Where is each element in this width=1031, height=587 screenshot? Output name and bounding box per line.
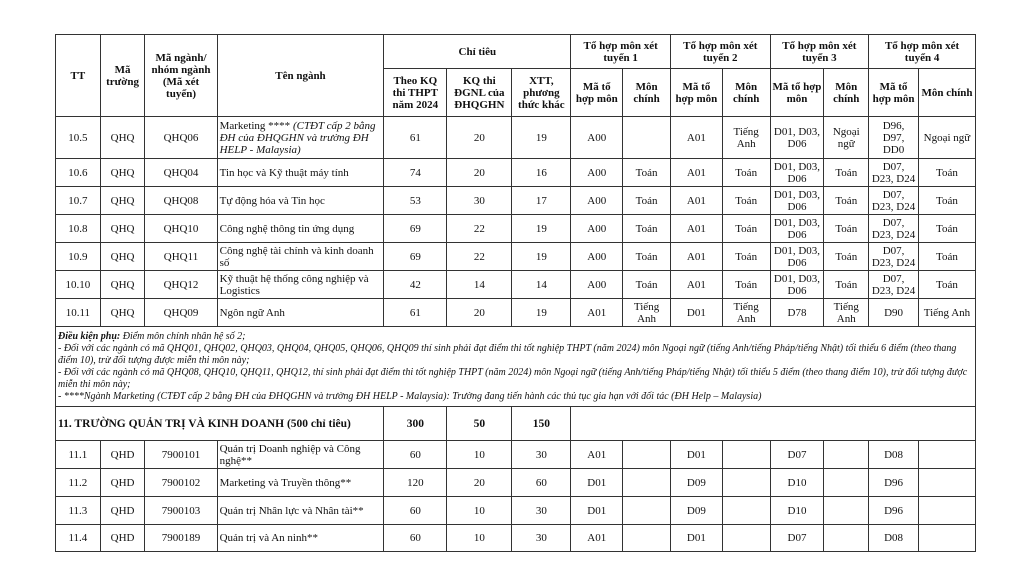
row-tt: 10.9 [56, 243, 101, 271]
row-truong: QHD [100, 441, 145, 469]
row-thpt: 53 [384, 187, 447, 215]
ten-nganh-text: Công nghệ tài chính và kinh doanh số [219, 244, 374, 269]
row-mon-chinh-3: Toán [824, 271, 869, 299]
header-kq-dgnl: KQ thi ĐGNL của ĐHQGHN [447, 69, 512, 117]
row-ma-nganh: QHQ08 [145, 187, 217, 215]
row-mon-chinh-1: Toán [623, 243, 671, 271]
row-mon-chinh-2: Toán [722, 215, 770, 243]
row-mon-chinh-3: Toán [824, 215, 869, 243]
section-empty [571, 407, 976, 441]
note-title-rest: Điểm môn chính nhân hệ số 2; [120, 330, 246, 342]
ten-nganh-note: (CTĐT cấp 2 bằng ĐH của ĐHQGHN và trường ĐH HELP - Malaysia) [219, 119, 376, 156]
row-ma-nganh: 7900103 [145, 497, 217, 525]
row-to-hop-4: D07, D23, D24 [869, 243, 919, 271]
row-truong: QHQ [100, 243, 145, 271]
row-tt: 11.3 [56, 497, 101, 525]
row-to-hop-4: D96 [869, 497, 919, 525]
row-to-hop-4: D08 [869, 525, 919, 552]
section-thpt: 300 [384, 407, 447, 441]
row-mon-chinh-2: Toán [722, 187, 770, 215]
row-to-hop-1: A01 [571, 525, 623, 552]
row-ma-nganh: QHQ09 [145, 299, 217, 327]
row-xtt: 30 [512, 441, 571, 469]
row-mon-chinh-2: Toán [722, 271, 770, 299]
row-mon-chinh-2 [722, 441, 770, 469]
row-dgnl: 10 [447, 497, 512, 525]
row-tt: 11.4 [56, 525, 101, 552]
row-mon-chinh-2: Toán [722, 243, 770, 271]
row-mon-chinh-3 [824, 469, 869, 497]
row-to-hop-4: D07, D23, D24 [869, 187, 919, 215]
row-xtt: 14 [512, 271, 571, 299]
row-mon-chinh-4: Toán [918, 159, 975, 187]
row-to-hop-2: A01 [670, 187, 722, 215]
row-mon-chinh-4: Toán [918, 215, 975, 243]
section-xtt: 150 [512, 407, 571, 441]
ten-nganh-text: Quản trị Doanh nghiệp và Công nghệ** [219, 442, 361, 467]
table-row [56, 117, 976, 159]
row-xtt: 30 [512, 497, 571, 525]
row-dgnl: 14 [447, 271, 512, 299]
section-dgnl: 50 [447, 407, 512, 441]
note-line-2: - Đối với các ngành có mã QHQ08, QHQ10, QHQ11, QHQ12, thí sinh phải đạt điểm thi tốt nghiệp THPT (năm 2024) môn Ngoại ngữ (tiếng Anh/tiếng Pháp/tiếng Nhật) tối thiểu 5 điểm (theo thang điểm 10), trừ đối tượng được miễn thi môn này; [58, 366, 968, 390]
row-to-hop-1: A00 [571, 215, 623, 243]
row-to-hop-4: D07, D23, D24 [869, 159, 919, 187]
row-xtt: 30 [512, 525, 571, 552]
row-thpt: 60 [384, 441, 447, 469]
row-thpt: 60 [384, 525, 447, 552]
row-dgnl: 10 [447, 441, 512, 469]
table-row [56, 187, 976, 215]
row-mon-chinh-4 [918, 441, 975, 469]
row-ten-nganh [217, 215, 384, 243]
row-ten-nganh [217, 469, 384, 497]
row-mon-chinh-3: Ngoại ngữ [824, 117, 869, 159]
row-thpt: 120 [384, 469, 447, 497]
row-thpt: 74 [384, 159, 447, 187]
ten-nganh-text: Kỹ thuật hệ thống công nghiệp và Logistics [219, 272, 369, 297]
row-xtt: 19 [512, 243, 571, 271]
row-mon-chinh-4: Tiếng Anh [918, 299, 975, 327]
row-ma-nganh: 7900101 [145, 441, 217, 469]
row-to-hop-2: A01 [670, 117, 722, 159]
row-tt: 11.2 [56, 469, 101, 497]
header-to-hop-3: Tổ hợp môn xét tuyển 3 [770, 35, 869, 69]
row-mon-chinh-2 [722, 469, 770, 497]
row-thpt: 61 [384, 299, 447, 327]
row-mon-chinh-4 [918, 497, 975, 525]
header-mon-chinh: Môn chính [824, 69, 869, 117]
note-line-3: - ****Ngành Marketing (CTĐT cấp 2 bằng ĐH của ĐHQGHN và trường ĐH HELP - Malaysia): Trường đang tiến hành các thủ tục gia hạn với đối tác (ĐH Help – Malaysia) [58, 390, 762, 402]
row-dgnl: 22 [447, 243, 512, 271]
header-to-hop-2: Tổ hợp môn xét tuyển 2 [670, 35, 770, 69]
row-ten-nganh [217, 299, 384, 327]
row-xtt: 60 [512, 469, 571, 497]
row-dgnl: 20 [447, 469, 512, 497]
row-tt: 10.5 [56, 117, 101, 159]
ten-nganh-text: Tin học và Kỹ thuật máy tính [219, 166, 349, 179]
row-mon-chinh-4: Ngoại ngữ [918, 117, 975, 159]
row-mon-chinh-2: Tiếng Anh [722, 117, 770, 159]
row-truong: QHQ [100, 117, 145, 159]
row-tt: 10.6 [56, 159, 101, 187]
header-mon-chinh: Môn chính [623, 69, 671, 117]
row-ma-nganh: QHQ10 [145, 215, 217, 243]
table-row [56, 243, 976, 271]
row-ma-nganh: QHQ04 [145, 159, 217, 187]
header-mon-chinh: Môn chính [722, 69, 770, 117]
row-tt: 10.11 [56, 299, 101, 327]
row-mon-chinh-1: Toán [623, 271, 671, 299]
row-xtt: 19 [512, 117, 571, 159]
row-truong: QHQ [100, 299, 145, 327]
row-tt: 10.10 [56, 271, 101, 299]
row-to-hop-2: D09 [670, 469, 722, 497]
ten-nganh-text: Marketing và Truyền thông** [219, 476, 352, 489]
row-mon-chinh-3 [824, 441, 869, 469]
row-ten-nganh [217, 117, 384, 159]
header-tt: TT [56, 35, 101, 117]
table-row [56, 215, 976, 243]
row-to-hop-1: A01 [571, 441, 623, 469]
row-to-hop-2: A01 [670, 243, 722, 271]
row-to-hop-3: D01, D03, D06 [770, 243, 824, 271]
ten-nganh-text: Tự động hóa và Tin học [219, 194, 325, 207]
row-ten-nganh [217, 525, 384, 552]
row-to-hop-2: D09 [670, 497, 722, 525]
row-to-hop-1: A01 [571, 299, 623, 327]
row-dgnl: 20 [447, 159, 512, 187]
row-mon-chinh-2 [722, 497, 770, 525]
row-xtt: 19 [512, 299, 571, 327]
header-ma-to-hop: Mã tổ hợp môn [670, 69, 722, 117]
row-mon-chinh-1: Tiếng Anh [623, 299, 671, 327]
row-to-hop-3: D07 [770, 441, 824, 469]
row-thpt: 69 [384, 215, 447, 243]
row-mon-chinh-1 [623, 117, 671, 159]
header-theo-kq: Theo KQ thi THPT năm 2024 [384, 69, 447, 117]
row-to-hop-3: D01, D03, D06 [770, 187, 824, 215]
row-mon-chinh-4: Toán [918, 187, 975, 215]
row-to-hop-2: A01 [670, 159, 722, 187]
row-ten-nganh [217, 187, 384, 215]
row-ten-nganh [217, 441, 384, 469]
ten-nganh-text: Ngôn ngữ Anh [219, 306, 285, 319]
row-to-hop-2: D01 [670, 525, 722, 552]
row-mon-chinh-2 [722, 525, 770, 552]
row-thpt: 69 [384, 243, 447, 271]
row-to-hop-4: D08 [869, 441, 919, 469]
row-to-hop-1: D01 [571, 469, 623, 497]
row-ma-nganh: QHQ11 [145, 243, 217, 271]
header-ma-nganh: Mã ngành/ nhóm ngành (Mã xét tuyển) [145, 35, 217, 117]
header-mon-chinh: Môn chính [918, 69, 975, 117]
row-truong: QHQ [100, 159, 145, 187]
row-dgnl: 10 [447, 525, 512, 552]
row-thpt: 61 [384, 117, 447, 159]
row-to-hop-4: D90 [869, 299, 919, 327]
row-mon-chinh-2: Toán [722, 159, 770, 187]
row-mon-chinh-4 [918, 469, 975, 497]
row-dgnl: 20 [447, 117, 512, 159]
row-mon-chinh-1 [623, 469, 671, 497]
header-ma-truong: Mã trường [100, 35, 145, 117]
ten-nganh-text: Marketing **** [219, 119, 291, 132]
row-mon-chinh-1: Toán [623, 159, 671, 187]
row-to-hop-1: A00 [571, 187, 623, 215]
row-to-hop-3: D01, D03, D06 [770, 117, 824, 159]
table-row [56, 469, 976, 497]
header-xtt: XTT, phương thức khác [512, 69, 571, 117]
row-to-hop-1: D01 [571, 497, 623, 525]
row-mon-chinh-1 [623, 525, 671, 552]
table-row [56, 271, 976, 299]
row-ma-nganh: 7900102 [145, 469, 217, 497]
row-truong: QHQ [100, 271, 145, 299]
row-to-hop-4: D07, D23, D24 [869, 271, 919, 299]
row-to-hop-4: D07, D23, D24 [869, 215, 919, 243]
row-mon-chinh-1 [623, 497, 671, 525]
row-ten-nganh [217, 243, 384, 271]
row-to-hop-3: D01, D03, D06 [770, 159, 824, 187]
row-mon-chinh-2: Tiếng Anh [722, 299, 770, 327]
ten-nganh-text: Quản trị Nhân lực và Nhân tài** [219, 504, 364, 517]
row-truong: QHD [100, 469, 145, 497]
row-to-hop-2: A01 [670, 215, 722, 243]
row-truong: QHQ [100, 215, 145, 243]
header-ten-nganh: Tên ngành [217, 35, 384, 117]
row-ten-nganh [217, 159, 384, 187]
row-mon-chinh-4: Toán [918, 243, 975, 271]
row-ma-nganh: QHQ06 [145, 117, 217, 159]
row-tt: 10.7 [56, 187, 101, 215]
note-title: Điều kiện phụ: [58, 330, 121, 342]
header-to-hop-1: Tổ hợp môn xét tuyển 1 [571, 35, 671, 69]
ten-nganh-text: Công nghệ thông tin ứng dụng [219, 222, 355, 235]
table-row [56, 441, 976, 469]
row-mon-chinh-3: Toán [824, 159, 869, 187]
row-tt: 11.1 [56, 441, 101, 469]
table-row [56, 299, 976, 327]
row-thpt: 60 [384, 497, 447, 525]
row-tt: 10.8 [56, 215, 101, 243]
header-ma-to-hop: Mã tổ hợp môn [869, 69, 919, 117]
note-line-1: - Đối với các ngành có mã QHQ01, QHQ02, QHQ03, QHQ04, QHQ05, QHQ06, QHQ09 thí sinh phải đạt điểm thi tốt nghiệp THPT (năm 2024) môn Ngoại ngữ (tiếng Anh/tiếng Pháp/tiếng Nhật) tối thiểu 6 điểm (theo thang điểm 10), trừ đối tượng được miễn thi môn này; [58, 342, 957, 366]
row-xtt: 17 [512, 187, 571, 215]
row-to-hop-4: D96 [869, 469, 919, 497]
row-truong: QHD [100, 525, 145, 552]
row-dgnl: 22 [447, 215, 512, 243]
row-to-hop-3: D10 [770, 469, 824, 497]
row-thpt: 42 [384, 271, 447, 299]
row-dgnl: 20 [447, 299, 512, 327]
row-to-hop-2: D01 [670, 441, 722, 469]
row-mon-chinh-1: Toán [623, 215, 671, 243]
row-to-hop-1: A00 [571, 271, 623, 299]
table-row [56, 159, 976, 187]
header-chi-tieu: Chỉ tiêu [384, 35, 571, 69]
row-truong: QHD [100, 497, 145, 525]
admission-table [55, 34, 976, 552]
row-mon-chinh-3: Toán [824, 187, 869, 215]
row-to-hop-2: A01 [670, 271, 722, 299]
row-mon-chinh-1: Toán [623, 187, 671, 215]
row-mon-chinh-3: Toán [824, 243, 869, 271]
row-mon-chinh-4: Toán [918, 271, 975, 299]
row-mon-chinh-1 [623, 441, 671, 469]
row-to-hop-3: D10 [770, 497, 824, 525]
conditions-note [56, 327, 976, 407]
row-truong: QHQ [100, 187, 145, 215]
row-ten-nganh [217, 271, 384, 299]
row-xtt: 16 [512, 159, 571, 187]
row-to-hop-1: A00 [571, 159, 623, 187]
row-ma-nganh: QHQ12 [145, 271, 217, 299]
header-ma-to-hop: Mã tổ hợp môn [571, 69, 623, 117]
ten-nganh-text: Quản trị và An ninh** [219, 532, 318, 544]
row-to-hop-3: D01, D03, D06 [770, 215, 824, 243]
table-row [56, 525, 976, 552]
table-row [56, 497, 976, 525]
row-ten-nganh [217, 497, 384, 525]
row-mon-chinh-3 [824, 525, 869, 552]
row-to-hop-2: D01 [670, 299, 722, 327]
header-to-hop-4: Tổ hợp môn xét tuyển 4 [869, 35, 976, 69]
row-mon-chinh-3: Tiếng Anh [824, 299, 869, 327]
row-mon-chinh-4 [918, 525, 975, 552]
row-mon-chinh-3 [824, 497, 869, 525]
row-xtt: 19 [512, 215, 571, 243]
row-to-hop-1: A00 [571, 117, 623, 159]
row-to-hop-3: D07 [770, 525, 824, 552]
row-to-hop-1: A00 [571, 243, 623, 271]
header-ma-to-hop: Mã tổ hợp môn [770, 69, 824, 117]
row-to-hop-3: D01, D03, D06 [770, 271, 824, 299]
row-to-hop-4: D96, D97, DD0 [869, 117, 919, 159]
row-dgnl: 30 [447, 187, 512, 215]
row-to-hop-3: D78 [770, 299, 824, 327]
row-ma-nganh: 7900189 [145, 525, 217, 552]
section-title: 11. TRƯỜNG QUẢN TRỊ VÀ KINH DOANH (500 chỉ tiêu) [56, 407, 384, 441]
